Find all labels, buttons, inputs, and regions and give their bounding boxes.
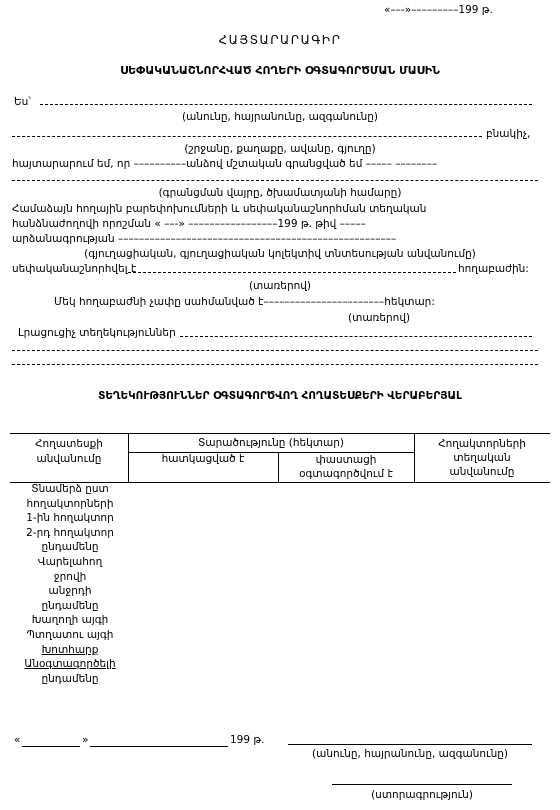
decision-line-b: հանձնաժողովի որոշման « ––-» –––––––––––––––––199 թ. թիվ ––––– [12,218,366,230]
list-item: Տնամերձ ըստ [31,483,109,495]
plot-size-text: Մեկ հողաբաժնի չափը սահմանված է–––––––––––––––––––––––հեկտար: [54,296,435,308]
additional-info-line-3[interactable] [12,364,538,365]
plots-count-field-line[interactable] [128,272,456,273]
letters-hint-1: (տառերով) [248,280,312,292]
additional-info-line-1[interactable] [180,336,532,337]
land-type-list [14,482,126,686]
list-item: Խաղողի այգի [31,614,109,627]
plots-label: հողաբաժին: [458,263,529,275]
additional-info-label: Լրացուցիչ տեղեկություններ [18,327,176,339]
list-item: 1-ին հողակտոր [26,512,114,525]
registration-hint: (գրանցման վայրը, ծխամատյանի համարը) [158,187,402,199]
i-label: Ես՝ [14,96,31,108]
letters-hint-2: (տառերով) [348,312,411,324]
document-subtitle: ՍԵՓԱԿԱՆԱՇՆՈՐՀՎԱԾ ՀՈՂԵՐԻ ՕԳՏԱԳՈՐԾՄԱՆ ՄԱՍԻՆ [120,64,440,77]
footer-signer-name-field[interactable] [288,744,532,745]
list-item: Վարելահող [37,555,103,568]
declare-text: հայտարարում եմ, որ ––––––––––անձով մշտական գրանցված եմ ––––– –––––––– [12,158,438,170]
footer-date-close: » [82,734,89,746]
name-field-line[interactable] [40,104,532,105]
document-title: ՀԱՅՏԱՐԱՐԱԳԻՐ [218,33,342,47]
organization-hint: (գյուղացիական, գյուղացիական կոլեկտիվ տնտեսության անվանումը) [84,248,476,260]
header-land-type: Հողատեսքի անվանումը [35,438,103,465]
resident-label: բնակիչ, [486,128,531,140]
decision-line-c: արձանագրության ––––––––––––––––––––––––––––––––––––––––––––––––––––– [12,233,397,245]
header-used: փաստացի օգտագործվում է [299,454,393,480]
header-allocated: հատկացված է [161,453,245,465]
name-hint: (անունը, հայրանունը, ազգանունը) [182,111,378,123]
address-hint: (շրջանը, քաղաքը, ավանը, գյուղը) [184,143,376,155]
footer-date-open: « [14,734,21,746]
header-area: Տարածությունը (հեկտար) [197,437,344,449]
footer-signer-hint: (անունը, հայրանունը, ազգանունը) [312,748,508,760]
section-title: ՏԵՂԵԿՈՒԹՅՈՒՆՆԵՐ ՕԳՏԱԳՈՐԾՎՈՂ ՀՈՂԱՏԵՍՔԵՐԻ ՎԵՐԱԲԵՐՅԱԼ [98,390,462,402]
decision-line-a: Համաձայն հողային բարեփոխումների և սեփականաշնորհման տեղական [12,203,427,215]
list-item: Անօգտագործելի [24,658,116,671]
table-top-border [10,433,550,434]
footer-year-label: 199 թ. [230,734,265,746]
list-item: ջրովի [53,570,87,583]
additional-info-line-2[interactable] [12,350,538,351]
footer-signature-hint: (ստորագրություն) [371,789,473,801]
footer-month-field[interactable] [90,746,228,747]
list-item: ընդամենը [41,599,99,612]
list-item: ընդամենը [41,672,99,685]
footer-day-field[interactable] [22,746,80,747]
document-date-line: «––-»–––––––––199 թ. [384,4,493,16]
registration-field-line[interactable] [12,180,538,181]
list-item: Խոտհարք [41,643,99,656]
privatized-label: սեփականաշնորհվել է [12,263,137,275]
address-field-line[interactable] [12,136,482,137]
footer-signature-field[interactable] [332,784,512,785]
list-item: Պտղատու այգի [26,628,114,641]
list-item: ընդամենը [41,541,99,554]
header-location: Հողակտորների տեղական անվանումը [438,438,526,478]
list-item: անջրդի [48,585,92,598]
list-item: 2-րդ հողակտոր [26,526,114,539]
list-item: հողակտորների [26,497,114,510]
